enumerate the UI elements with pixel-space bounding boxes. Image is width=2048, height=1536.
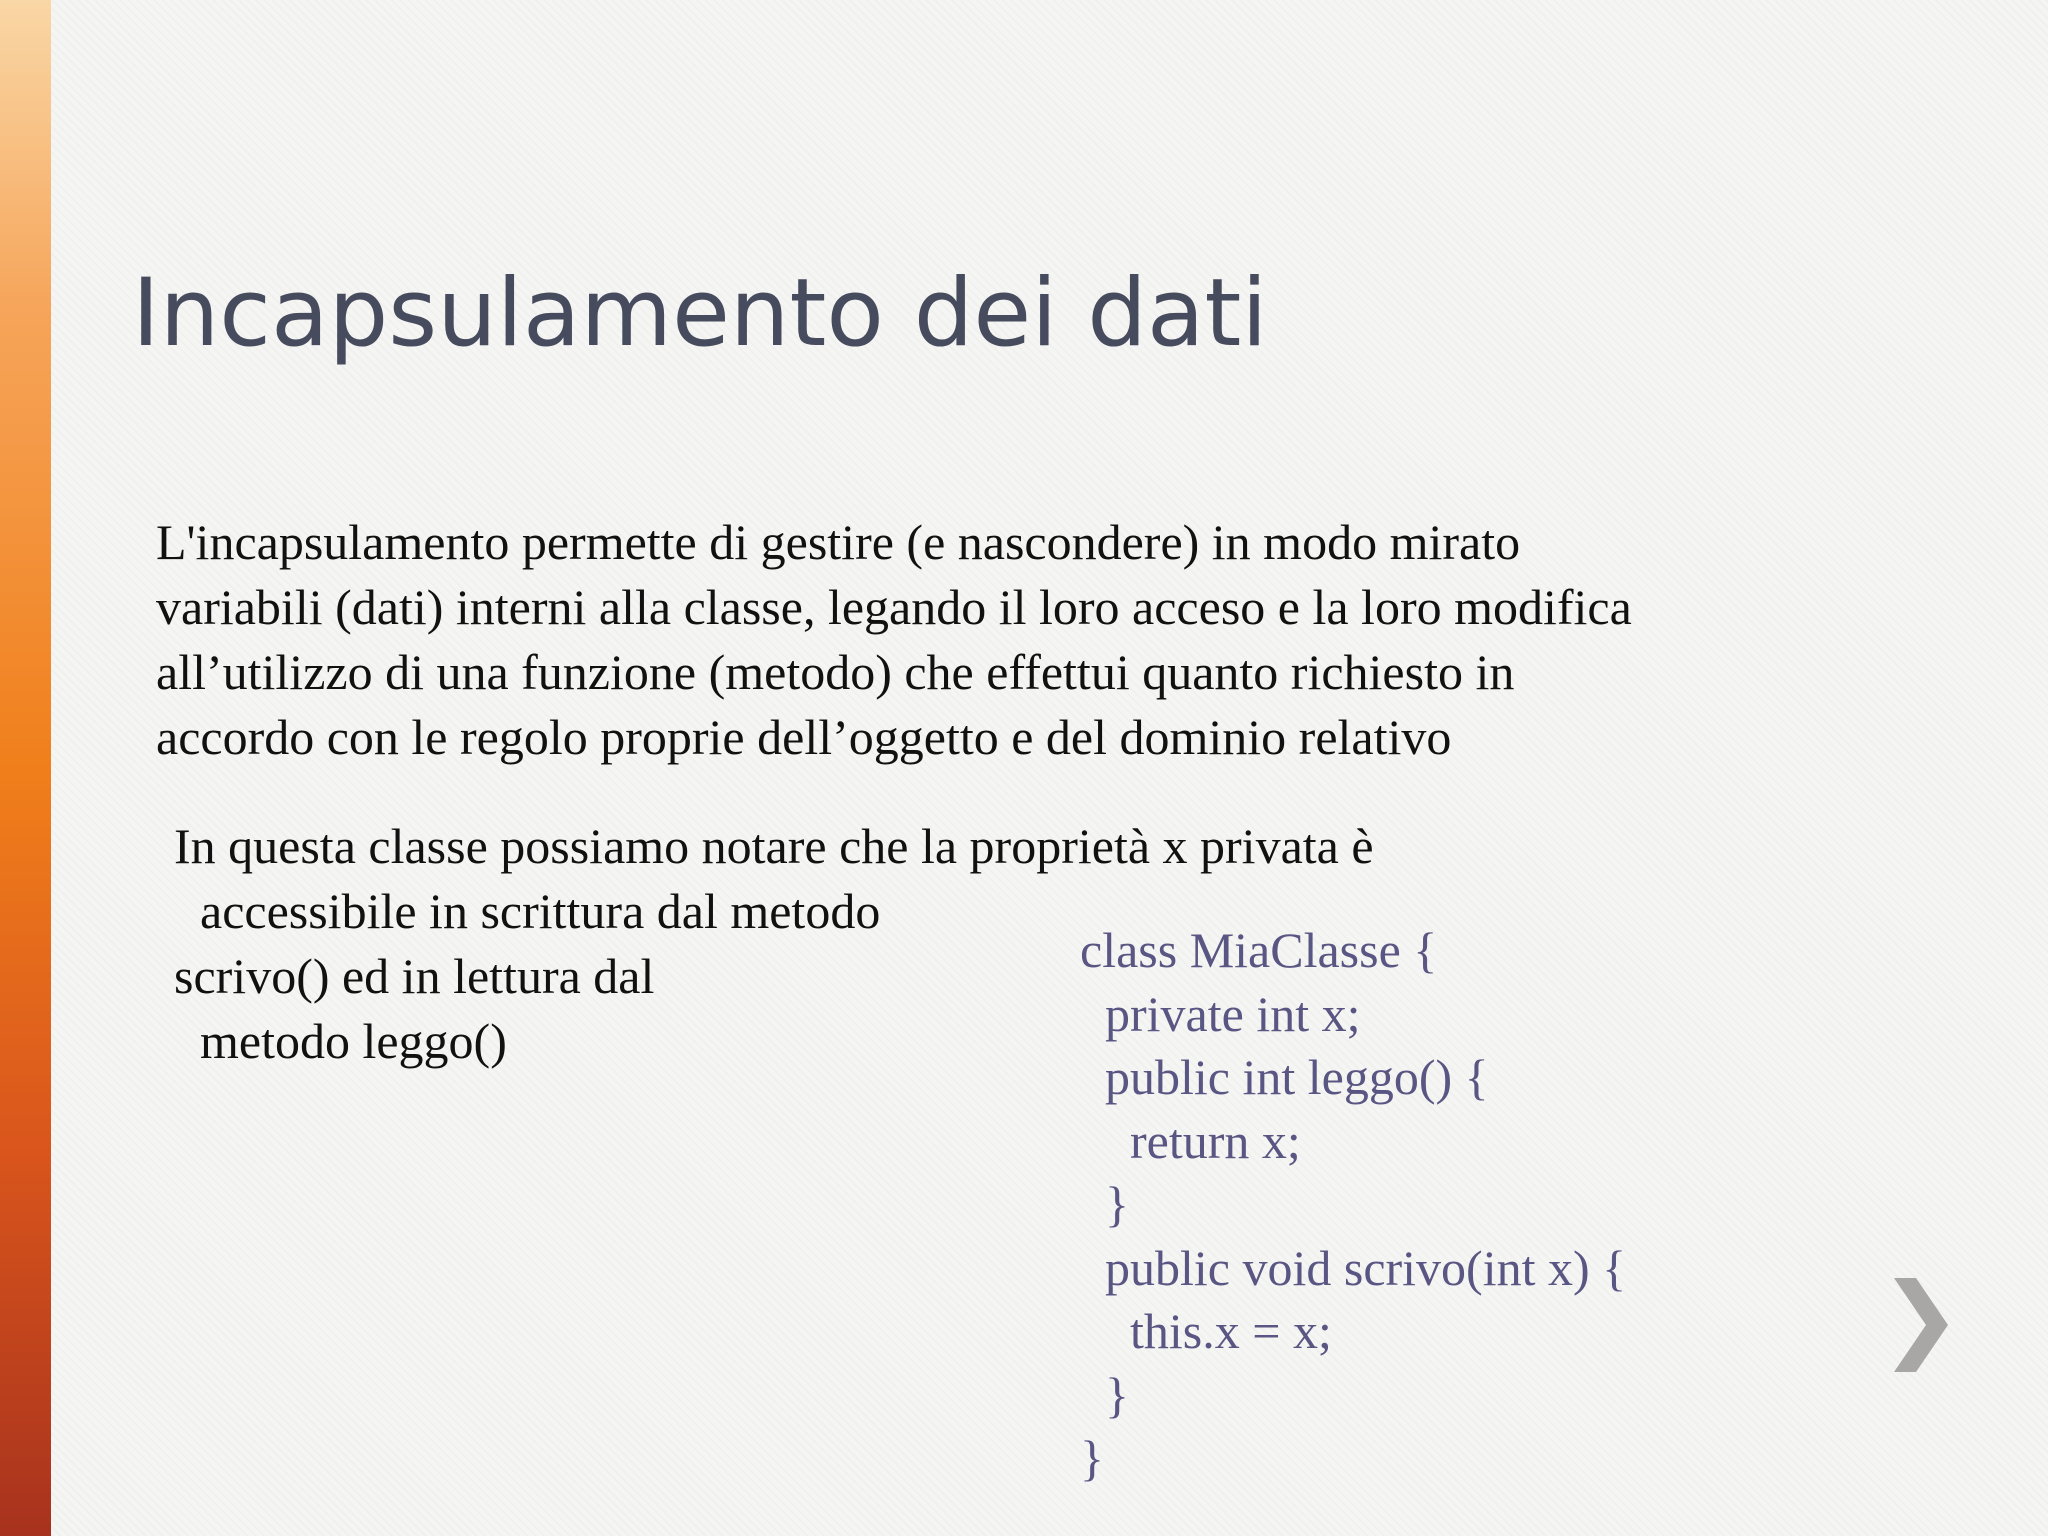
code-line: class MiaClasse { bbox=[1080, 922, 1438, 978]
next-slide-button[interactable] bbox=[1886, 1270, 1956, 1380]
intro-line: variabili (dati) interni alla classe, legando il loro acceso e la loro modifica bbox=[156, 579, 1632, 635]
code-line: public int leggo() { bbox=[1080, 1049, 1489, 1105]
code-line: public void scrivo(int x) { bbox=[1080, 1239, 1627, 1296]
note-line: In questa classe possiamo notare che la proprietà x privata è bbox=[174, 818, 1374, 874]
accent-bar bbox=[0, 0, 51, 1536]
code-line: return x; bbox=[1080, 1112, 1301, 1169]
intro-paragraph bbox=[156, 510, 1966, 770]
intro-line: all’utilizzo di una funzione (metodo) che effettui quanto richiesto in bbox=[156, 644, 1515, 700]
chevron-right-icon bbox=[1886, 1270, 1956, 1380]
note-line: scrivo() ed in lettura dal bbox=[174, 948, 655, 1004]
note-line: metodo leggo() bbox=[200, 1013, 507, 1069]
code-line: this.x = x; bbox=[1080, 1303, 1332, 1359]
slide-title: Incapsulamento dei dati bbox=[132, 259, 1268, 368]
intro-line: L'incapsulamento permette di gestire (e nascondere) in modo mirato bbox=[156, 514, 1521, 570]
intro-line: accordo con le regolo proprie dell’oggetto e del dominio relativo bbox=[156, 709, 1452, 765]
note-line: accessibile in scrittura dal metodo bbox=[200, 883, 881, 939]
code-sample bbox=[1080, 919, 1626, 1491]
code-line: } bbox=[1080, 1430, 1104, 1486]
code-line: private int x; bbox=[1080, 985, 1361, 1042]
code-line: } bbox=[1080, 1366, 1129, 1423]
code-line: } bbox=[1080, 1176, 1129, 1232]
